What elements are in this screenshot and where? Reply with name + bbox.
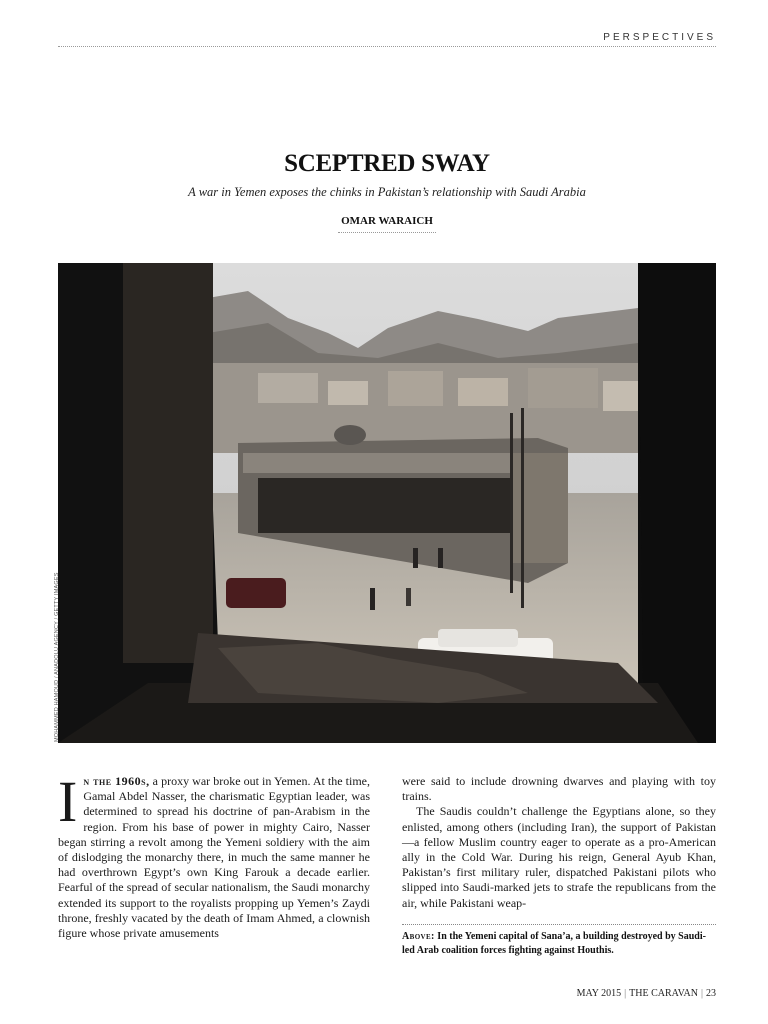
footer-issue: MAY 2015 <box>576 988 622 999</box>
drop-cap: I <box>58 769 78 834</box>
section-label: PERSPECTIVES <box>603 32 716 43</box>
photo-caption <box>402 930 716 958</box>
body-paragraph: were said to include drowning dwarves and playing with toy trains. <box>402 774 716 804</box>
article-headline: SCEPTRED SWAY <box>284 150 490 177</box>
article-deck: A war in Yemen exposes the chinks in Pakistan’s relationship with Saudi Arabia <box>188 185 586 199</box>
lead-photo <box>58 263 716 743</box>
page-number: 23 <box>706 988 716 999</box>
body-text: a proxy war broke out in Yemen. At the time, Gamal Abdel Nasser, the charismatic Egyptian leader, was determined to spread his doctrine of pan-Arabism in the region. From his base of power in mighty Cairo, Nasser began stirring a revolt among the Yemeni soldiery with the aim of dislodging the monarchy there, in much the same manner he had overthrown Egypt’s own King Farouk a decade earlier. Fearful of the spread of secular nationalism, the Saudi monarchy extended its support to the royalists propping up Yemen’s Zaydi throne, freshly vacated by the death of Imam Ahmed, a clownish figure whose private amusements <box>58 774 370 941</box>
caption-text: In the Yemeni capital of Sana’a, a building destroyed by Saudi-led Arab coalition forces fighting against Houthis. <box>402 931 706 956</box>
body-paragraph: The Saudis couldn’t challenge the Egyptians alone, so they enlisted, among others (including Iran), the support of Pakistan—a fellow Muslim country eager to operate as a pro-American ally in the Cold War. During his reign, General Ayub Khan, Pakistan’s first military ruler, dispatched Pakistani pilots who slipped into Saudi-marked jets to strafe the republicans from the air, while Pakistani weap- <box>402 804 716 910</box>
body-column-left <box>58 769 370 941</box>
caption-divider <box>402 924 716 925</box>
byline-divider <box>338 232 436 233</box>
page-footer: MAY 2015 | THE CARAVAN | 23 <box>576 988 716 999</box>
footer-magazine: THE CARAVAN <box>629 988 698 999</box>
article-byline: OMAR WARAICH <box>341 215 433 227</box>
photo-credit: MOHAMMED HAMOUD / ANADOLU AGENCY / GETTY IMAGES <box>54 572 60 742</box>
top-divider <box>58 46 716 47</box>
lead-in: n the 1960s, <box>83 774 150 788</box>
caption-label: Above: <box>402 931 435 942</box>
body-column-right <box>402 774 716 911</box>
